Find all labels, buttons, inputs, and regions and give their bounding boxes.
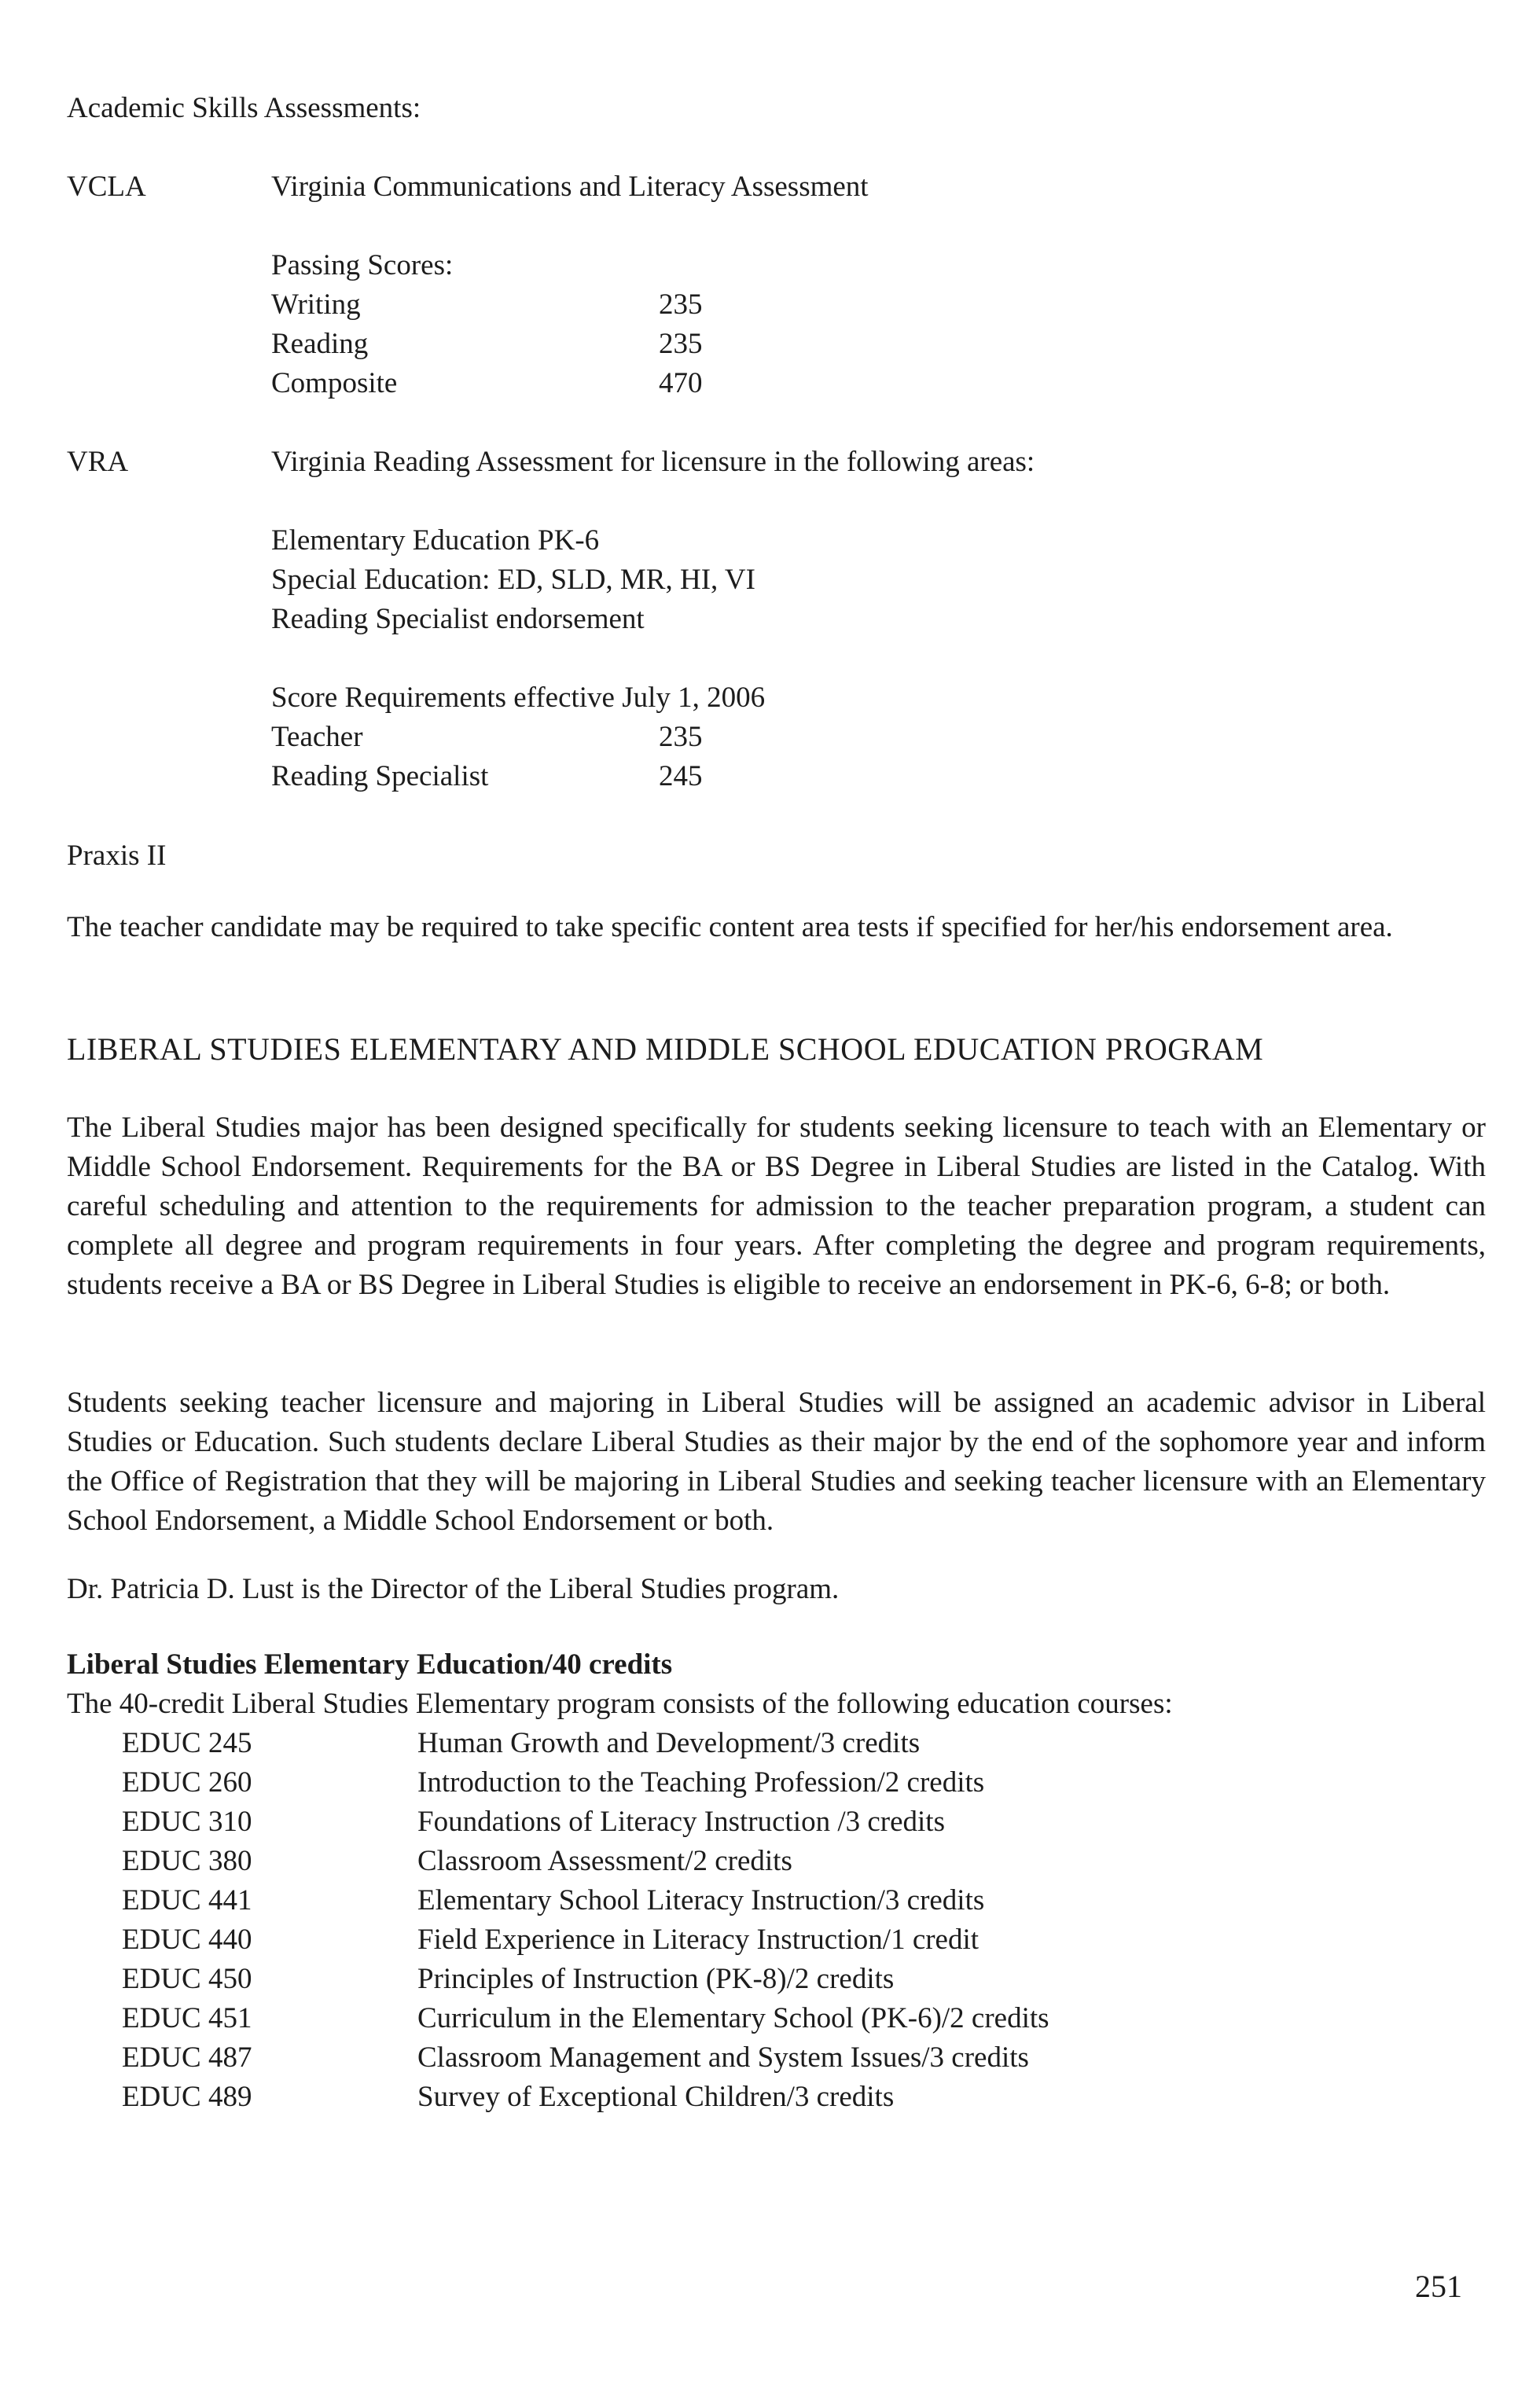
vra-area: Elementary Education PK-6 bbox=[271, 524, 600, 557]
vra-title: Virginia Reading Assessment for licensure in the following areas: bbox=[271, 446, 1035, 478]
course-desc: Elementary School Literacy Instruction/3 credits bbox=[417, 1884, 985, 1916]
score-value: 235 bbox=[659, 328, 703, 360]
course-code: EDUC 245 bbox=[122, 1727, 252, 1759]
score-label: Teacher bbox=[271, 721, 363, 753]
score-label: Reading Specialist bbox=[271, 760, 489, 792]
course-desc: Classroom Management and System Issues/3 credits bbox=[417, 2041, 1029, 2074]
course-desc: Survey of Exceptional Children/3 credits bbox=[417, 2081, 895, 2113]
course-desc: Foundations of Literacy Instruction /3 credits bbox=[417, 1806, 945, 1838]
course-code: EDUC 451 bbox=[122, 2002, 252, 2034]
praxis-text: The teacher candidate may be required to take specific content area tests if specified for her/his endorsement area. bbox=[67, 911, 1393, 943]
course-desc: Field Experience in Literacy Instruction/1 credit bbox=[417, 1924, 979, 1956]
elementary-heading: Liberal Studies Elementary Education/40 credits bbox=[67, 1648, 673, 1681]
course-desc: Introduction to the Teaching Profession/2 credits bbox=[417, 1766, 985, 1799]
course-code: EDUC 440 bbox=[122, 1924, 252, 1956]
program-paragraph-3: Dr. Patricia D. Lust is the Director of the Liberal Studies program. bbox=[67, 1573, 840, 1605]
section-heading: Academic Skills Assessments: bbox=[67, 92, 421, 124]
course-code: EDUC 489 bbox=[122, 2081, 252, 2113]
score-value: 235 bbox=[659, 288, 703, 321]
course-code: EDUC 487 bbox=[122, 2041, 252, 2074]
score-value: 470 bbox=[659, 367, 703, 399]
course-code: EDUC 310 bbox=[122, 1806, 252, 1838]
course-code: EDUC 260 bbox=[122, 1766, 252, 1799]
course-desc: Curriculum in the Elementary School (PK-6)/2 credits bbox=[417, 2002, 1049, 2034]
program-title: LIBERAL STUDIES ELEMENTARY AND MIDDLE SCHOOL EDUCATION PROGRAM bbox=[67, 1031, 1264, 1067]
course-code: EDUC 380 bbox=[122, 1845, 252, 1877]
vra-area: Reading Specialist endorsement bbox=[271, 603, 645, 635]
course-desc: Classroom Assessment/2 credits bbox=[417, 1845, 792, 1877]
page-number: 251 bbox=[1415, 2269, 1462, 2304]
vra-area: Special Education: ED, SLD, MR, HI, VI bbox=[271, 564, 755, 596]
program-paragraph-1: The Liberal Studies major has been designed specifically for students seeking licensure to teach with an Elementary or Middle School Endorsement. Requirements for the BA or BS Degree in Liberal Studies are listed in the Catalog. With careful scheduling and attention to the requirements for admission to the teacher preparation program, a student can complete all degree and program requirements in four years. After completing the degree and program requirements, students receive a BA or BS Degree in Liberal Studies is eligible to receive an endorsement in PK-6, 6-8; or both. bbox=[67, 1112, 1486, 1301]
program-paragraph-2: Students seeking teacher licensure and majoring in Liberal Studies will be assigned an academic advisor in Liberal Studies or Education. Such students declare Liberal Studies as their major by the end of the sophomore year and inform the Office of Registration that they will be majoring in Liberal Studies and seeking teacher licensure with an Elementary School Endorsement, a Middle School Endorsement or both. bbox=[67, 1387, 1486, 1537]
course-code: EDUC 441 bbox=[122, 1884, 252, 1916]
vcla-scores-label: Passing Scores: bbox=[271, 249, 454, 281]
course-desc: Human Growth and Development/3 credits bbox=[417, 1727, 921, 1759]
vra-abbr: VRA bbox=[67, 446, 129, 478]
vcla-title: Virginia Communications and Literacy Assessment bbox=[271, 171, 869, 203]
score-value: 235 bbox=[659, 721, 703, 753]
course-code: EDUC 450 bbox=[122, 1963, 252, 1995]
praxis-label: Praxis II bbox=[67, 840, 167, 872]
score-label: Reading bbox=[271, 328, 369, 360]
course-desc: Principles of Instruction (PK-8)/2 credits bbox=[417, 1963, 895, 1995]
elementary-intro: The 40-credit Liberal Studies Elementary program consists of the following education courses: bbox=[67, 1688, 1173, 1720]
score-value: 245 bbox=[659, 760, 703, 792]
score-label: Composite bbox=[271, 367, 398, 399]
vra-req-label: Score Requirements effective July 1, 2006 bbox=[271, 682, 766, 714]
score-label: Writing bbox=[271, 288, 361, 321]
vcla-abbr: VCLA bbox=[67, 171, 146, 203]
